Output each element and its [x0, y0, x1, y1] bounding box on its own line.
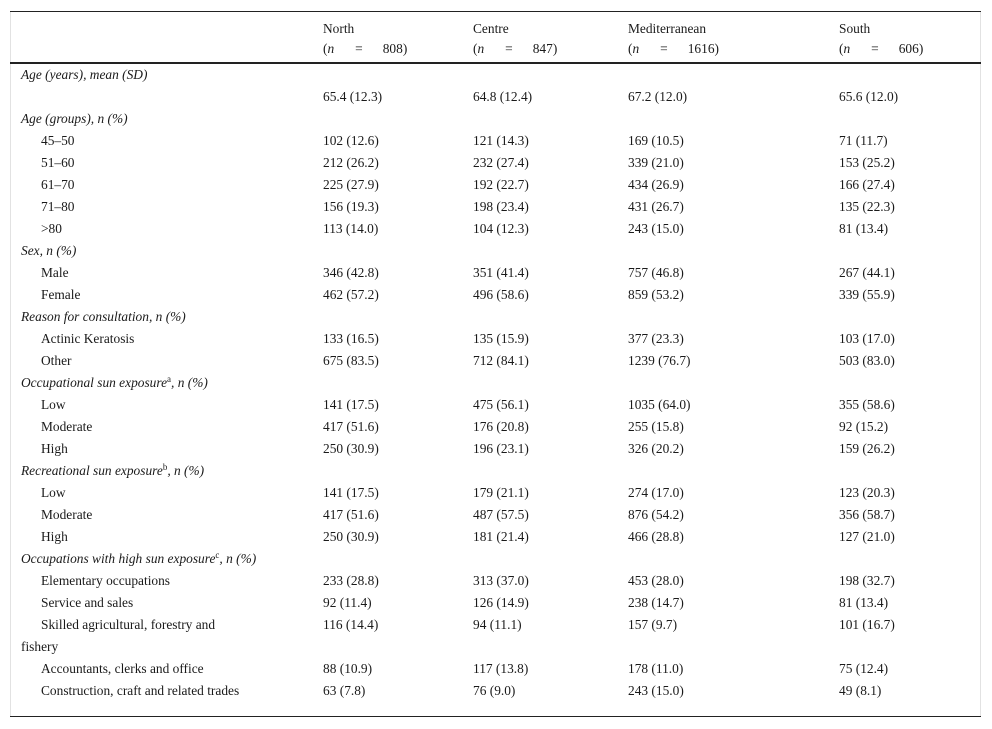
table-cell: 198 (32.7): [839, 573, 895, 588]
table-row: [10, 416, 981, 438]
table-cell: 94 (11.1): [473, 617, 522, 632]
table-cell: 346 (42.8): [323, 265, 379, 280]
table-cell: 466 (28.8): [628, 529, 684, 544]
table-cell: 71 (11.7): [839, 133, 888, 148]
table-cell: 250 (30.9): [323, 441, 379, 456]
table-row: [10, 130, 981, 152]
table-cell: 238 (14.7): [628, 595, 684, 610]
table-cell: 233 (28.8): [323, 573, 379, 588]
table-row: [10, 306, 981, 328]
table-cell: 339 (55.9): [839, 287, 895, 302]
table-cell: 116 (14.4): [323, 617, 379, 632]
table-cell: 141 (17.5): [323, 485, 379, 500]
table-cell: 104 (12.3): [473, 221, 529, 236]
row-label: Service and sales: [41, 595, 134, 610]
column-header-n: (n = 808): [323, 41, 408, 56]
table-row: [10, 614, 981, 636]
table-cell: 157 (9.7): [628, 617, 678, 632]
row-label: >80: [41, 221, 62, 236]
column-header-n: (n = 847): [473, 41, 558, 56]
table-cell: 1239 (76.7): [628, 353, 691, 368]
row-label: Male: [41, 265, 69, 280]
table-cell: 121 (14.3): [473, 133, 529, 148]
table-cell: 64.8 (12.4): [473, 89, 533, 104]
table-cell: 212 (26.2): [323, 155, 379, 170]
table-cell: 267 (44.1): [839, 265, 895, 280]
table-row: [10, 86, 981, 108]
table-row: [10, 152, 981, 174]
row-category-label: Reason for consultation, n (%): [21, 309, 186, 324]
table-cell: 67.2 (12.0): [628, 89, 688, 104]
row-label: 45–50: [41, 133, 75, 148]
table-cell: 49 (8.1): [839, 683, 882, 698]
table-row: [10, 548, 981, 570]
table-row: [10, 284, 981, 306]
table-cell: 356 (58.7): [839, 507, 895, 522]
table-top-rule: [10, 11, 981, 12]
row-label: Actinic Keratosis: [41, 331, 135, 346]
table-cell: 475 (56.1): [473, 397, 529, 412]
table-cell: 169 (10.5): [628, 133, 684, 148]
table-cell: 1035 (64.0): [628, 397, 691, 412]
table-cell: 65.6 (12.0): [839, 89, 899, 104]
table-cell: 113 (14.0): [323, 221, 379, 236]
table-cell: 103 (17.0): [839, 331, 895, 346]
table-row: [10, 570, 981, 592]
table-cell: 88 (10.9): [323, 661, 373, 676]
table-cell: 126 (14.9): [473, 595, 529, 610]
table-cell: 176 (20.8): [473, 419, 529, 434]
table-cell: 453 (28.0): [628, 573, 684, 588]
table-cell: 434 (26.9): [628, 177, 684, 192]
row-label: Low: [41, 485, 66, 500]
row-label: Elementary occupations: [41, 573, 171, 588]
table-row: [10, 592, 981, 614]
table-cell: 65.4 (12.3): [323, 89, 383, 104]
column-header-mediterranean: Mediterranean (n = 1616): [628, 19, 719, 59]
table-row: [10, 438, 981, 460]
column-header-n: (n = 606): [839, 41, 924, 56]
footnote-marker: c: [215, 550, 220, 560]
table-row: [10, 372, 981, 394]
table-cell: 179 (21.1): [473, 485, 529, 500]
table-cell: 123 (20.3): [839, 485, 895, 500]
row-label: 61–70: [41, 177, 75, 192]
table-cell: 92 (11.4): [323, 595, 372, 610]
table-row: [10, 350, 981, 372]
table-cell: 63 (7.8): [323, 683, 366, 698]
row-label: Moderate: [41, 507, 93, 522]
row-category-label: Age (years), mean (SD): [21, 67, 148, 82]
table-row: [10, 174, 981, 196]
table-row: [10, 636, 981, 658]
table-cell: 313 (37.0): [473, 573, 529, 588]
table-cell: 196 (23.1): [473, 441, 529, 456]
table-cell: 417 (51.6): [323, 507, 379, 522]
table-row: [10, 196, 981, 218]
table-cell: 243 (15.0): [628, 683, 684, 698]
table-cell: 92 (15.2): [839, 419, 889, 434]
row-label: Female: [41, 287, 81, 302]
table-row: [10, 680, 981, 702]
table-cell: 431 (26.7): [628, 199, 684, 214]
table-cell: 243 (15.0): [628, 221, 684, 236]
table-cell: 135 (15.9): [473, 331, 529, 346]
table-cell: 859 (53.2): [628, 287, 684, 302]
table-cell: 133 (16.5): [323, 331, 379, 346]
table-row: [10, 482, 981, 504]
row-category-label: Occupational sun exposure$^a$, n (%): [21, 374, 208, 390]
table-cell: 232 (27.4): [473, 155, 529, 170]
table-row: [10, 526, 981, 548]
table-cell: 159 (26.2): [839, 441, 895, 456]
table: [10, 11, 981, 717]
table-row: [10, 658, 981, 680]
table-cell: 117 (13.8): [473, 661, 529, 676]
table-cell: 274 (17.0): [628, 485, 684, 500]
table-cell: 487 (57.5): [473, 507, 529, 522]
table-cell: 102 (12.6): [323, 133, 379, 148]
table-cell: 255 (15.8): [628, 419, 684, 434]
table-row: [10, 504, 981, 526]
table-cell: 81 (13.4): [839, 595, 889, 610]
table-cell: 496 (58.6): [473, 287, 529, 302]
table-row: [10, 108, 981, 130]
table-cell: 225 (27.9): [323, 177, 379, 192]
row-category-label: Age (groups), n (%): [21, 111, 128, 126]
table-cell: 178 (11.0): [628, 661, 684, 676]
table-cell: 326 (20.2): [628, 441, 684, 456]
row-category-label: Occupations with high sun exposure$^c$, n (%): [21, 550, 257, 566]
column-header-n: (n = 1616): [628, 41, 719, 56]
footnote-marker: a: [167, 374, 172, 384]
table-cell: 757 (46.8): [628, 265, 684, 280]
table-cell: 141 (17.5): [323, 397, 379, 412]
column-header-south: South (n = 606): [839, 19, 923, 59]
table-cell: 503 (83.0): [839, 353, 895, 368]
table-row: [10, 394, 981, 416]
column-header-centre: Centre (n = 847): [473, 19, 557, 59]
table-cell: 192 (22.7): [473, 177, 529, 192]
footnote-marker: b: [162, 462, 168, 472]
row-category-label: Recreational sun exposure$^b$, n (%): [21, 462, 205, 478]
table-row: [10, 460, 981, 482]
row-category-label: Sex, n (%): [21, 243, 77, 258]
table-cell: 75 (12.4): [839, 661, 889, 676]
table-cell: 101 (16.7): [839, 617, 895, 632]
table-cell: 355 (58.6): [839, 397, 895, 412]
row-label: Moderate: [41, 419, 93, 434]
table-cell: 712 (84.1): [473, 353, 529, 368]
table-cell: 127 (21.0): [839, 529, 895, 544]
table-row: [10, 262, 981, 284]
table-bottom-rule: [10, 716, 981, 717]
row-label: Other: [41, 353, 72, 368]
table-cell: 351 (41.4): [473, 265, 529, 280]
row-label: 51–60: [41, 155, 75, 170]
row-label: Accountants, clerks and office: [41, 661, 204, 676]
table-row: [10, 328, 981, 350]
table-cell: 250 (30.9): [323, 529, 379, 544]
table-row: [10, 240, 981, 262]
row-label: Low: [41, 397, 66, 412]
row-label: High: [41, 441, 68, 456]
table-cell: 181 (21.4): [473, 529, 529, 544]
table-cell: 81 (13.4): [839, 221, 889, 236]
row-label: High: [41, 529, 68, 544]
table-cell: 339 (21.0): [628, 155, 684, 170]
row-label: Construction, craft and related trades: [41, 683, 240, 698]
table-cell: 462 (57.2): [323, 287, 379, 302]
row-label: 71–80: [41, 199, 75, 214]
column-header-north: North (n = 808): [323, 19, 407, 59]
table-cell: 135 (22.3): [839, 199, 895, 214]
table-cell: 876 (54.2): [628, 507, 684, 522]
table-cell: 377 (23.3): [628, 331, 684, 346]
row-label: Skilled agricultural, forestry and: [41, 617, 216, 632]
table-cell: 166 (27.4): [839, 177, 895, 192]
table-cell: 417 (51.6): [323, 419, 379, 434]
table-cell: 156 (19.3): [323, 199, 379, 214]
table-cell: 675 (83.5): [323, 353, 379, 368]
table-cell: 76 (9.0): [473, 683, 516, 698]
table-row: [10, 64, 981, 86]
table-cell: 198 (23.4): [473, 199, 529, 214]
row-label: fishery: [21, 639, 59, 654]
table-row: [10, 218, 981, 240]
table-cell: 153 (25.2): [839, 155, 895, 170]
